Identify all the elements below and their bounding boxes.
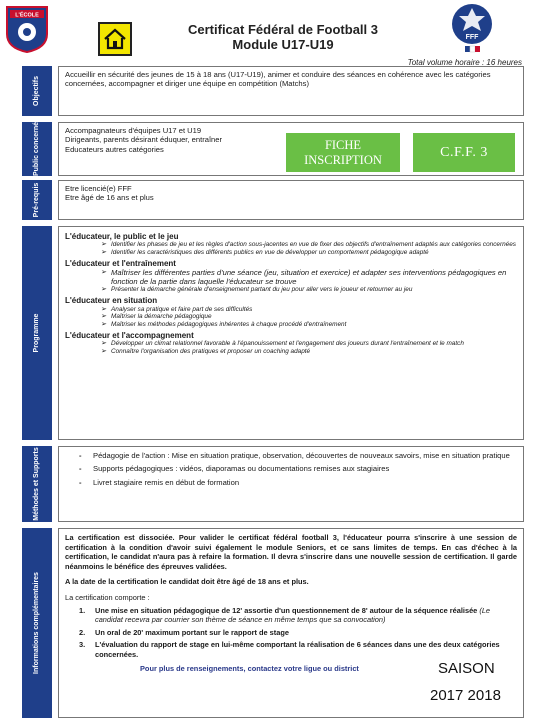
methodes-box [58, 446, 524, 522]
programme-heading: L'éducateur, le public et le jeu [65, 232, 179, 241]
methodes-item: - Livret stagiaire remis en début de formation [65, 478, 517, 487]
certification-item-text: Un oral de 20' maximum portant sur le rapport de stage [95, 627, 289, 637]
programme-heading: L'éducateur et l'accompagnement [65, 331, 194, 340]
methodes-item: - Pédagogie de l'action : Mise en situation pratique, observation, découvertes de nouveaux savoirs, mise en situation pratique [65, 451, 517, 460]
programme-item: ➢ Connaître l'organisation des pratiques et proposer un coaching adapté [65, 348, 517, 356]
total-volume: Total volume horaire : 16 heures [407, 58, 522, 67]
infos-certification-intro: La certification comporte : [65, 592, 150, 602]
row-objectifs [22, 66, 524, 116]
saison-year: 2017 2018 [430, 687, 501, 704]
title-block [168, 22, 398, 52]
side-label-infos: Informations complémentaires [22, 528, 52, 718]
prerequis-line: Etre licencié(e) FFF [65, 184, 132, 193]
certification-item [65, 628, 517, 638]
certification-item [65, 606, 517, 625]
programme-item: ➢ Présenter la démarche générale d'enseignement partant du jeu pour aller vers le joueur et retourner au jeu [65, 286, 517, 294]
certification-item-text: Une mise en situation pédagogique de 12' assortie d'un questionnement de 8' autour de la séquence réalisée [95, 605, 478, 615]
side-label-public: Public concerné [22, 122, 52, 176]
certification-item-text: L'évaluation du rapport de stage en lui-même comportant la réalisation de 6 séances dans une des deux catégories concernées. [95, 640, 500, 659]
methodes-item: - Supports pédagogiques : vidéos, diaporamas ou documentations remises aux stagiaires [65, 464, 517, 473]
side-label-programme: Programme [22, 226, 52, 440]
fff-logo [450, 2, 494, 54]
infos-paragraph: La certification est dissociée. Pour valider le certificat fédéral football 3, l'éducateur pourra s'inscrire à une session de certification à la condition d'avoir suivi également le module Seniors, et ce sans limites de temps. En cas d'échec à la certification, le candidat n'aura pas à refaire la formation. Il devra s'inscrire dans une nouvelle session de certification. Il garde néanmoins le bénéfice des épreuves validées. [65, 533, 517, 571]
infos-age-requirement: A la date de la certification le candidat doit être âgé de 18 ans et plus. [65, 577, 309, 587]
document-title: Certificat Fédéral de Football 3 [188, 22, 378, 37]
side-label-prerequis: Pré-requis [22, 180, 52, 220]
public-line: Accompagnateurs d'équipes U17 et U19 [65, 126, 202, 135]
programme-item: ➢ Analyser sa pratique et faire part de ses difficultés [65, 306, 517, 314]
programme-item: ➢ Développer un climat relationnel favorable à l'épanouissement et l'engagement des joueurs durant l'entraînement et le match [65, 340, 517, 348]
programme-heading: L'éducateur et l'entraînement [65, 259, 176, 268]
side-label-methodes: Méthodes et Supports [22, 446, 52, 522]
home-icon [103, 28, 127, 50]
programme-item: ➢ Identifier les caractéristiques des différents publics en vue de développer un comportement pédagogique adapté [65, 249, 517, 257]
certification-item-number: 3. [79, 640, 86, 650]
certification-item-number: 2. [79, 627, 86, 637]
certification-item-note: (Le candidat recevra par courrier son thème de séance en même temps que sa convocation) [95, 605, 491, 625]
public-line: Dirigeants, parents désirant éduquer, entraîner [65, 135, 223, 145]
row-prerequis [22, 180, 524, 220]
certification-item [65, 640, 517, 659]
prerequis-line: Etre âgé de 16 ans et plus [65, 193, 154, 203]
document-subtitle: Module U17-U19 [232, 37, 334, 52]
home-button[interactable] [98, 22, 132, 56]
fiche-inscription-button[interactable]: FICHE INSCRIPTION [286, 133, 400, 172]
programme-item: ➢ Maîtriser les méthodes pédagogiques inhérentes à chaque procédé d'entraînement [65, 321, 517, 329]
programme-item: ➢ Identifier les phases de jeu et les règles d'action sous-jacentes en vue de fixer des objectifs d'entraînement adaptés aux catégories concernées [65, 241, 517, 249]
row-programme [22, 226, 524, 440]
ecole-logo-text: L'ÉCOLE [15, 12, 39, 19]
objectifs-text: Accueillir en sécurité des jeunes de 15 à 18 ans (U17-U19), animer et conduire des séances en cohérence avec les catégories concernées, accompagner et diriger une équipe en compétition (Matchs) [65, 70, 491, 89]
programme-heading: L'éducateur en situation [65, 296, 158, 306]
side-label-objectifs: Objectifs [22, 66, 52, 116]
fff-logo-text: FFF [465, 34, 479, 41]
objectifs-box [58, 66, 524, 116]
row-methodes [22, 446, 524, 522]
programme-item: ➢ Maîtriser les différentes parties d'une séance (jeu, situation et exercice) et adapter ses interventions pédagogiques en fonction de la partie dans laquelle l'éducateur se trouve [65, 268, 517, 286]
programme-item: ➢ Maîtriser la démarche pédagogique [65, 313, 517, 321]
cff3-button[interactable]: C.F.F. 3 [413, 133, 515, 172]
saison-label: SAISON [438, 660, 495, 677]
ecole-logo [4, 4, 50, 54]
public-line: Educateurs autres catégories [65, 144, 164, 154]
contact-footer: Pour plus de renseignements, contactez votre ligue ou district [140, 664, 359, 673]
certification-item-number: 1. [79, 605, 86, 615]
programme-box [58, 226, 524, 440]
prerequis-box [58, 180, 524, 220]
